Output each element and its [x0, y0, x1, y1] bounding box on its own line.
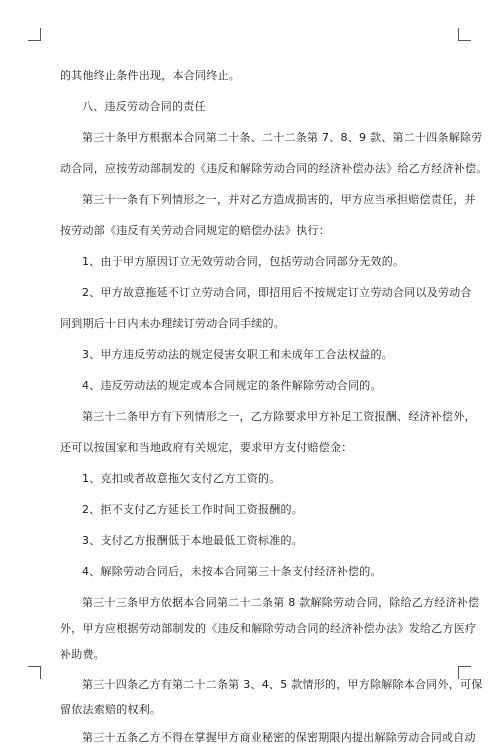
text-line-5: 第三十一条有下列情形之一，并对乙方造成损害的，甲方应当承担赔偿责任，并	[82, 193, 476, 206]
text-line-15: 2、拒不支付乙方延长工作时间工资报酬的。	[82, 503, 303, 516]
text-line-4: 动合同，应按劳动部制发的《违反和解除劳动合同的经济补偿办法》给乙方经济补偿。	[60, 162, 488, 175]
text-line-11: 4、违反劳动法的规定或本合同规定的条件解除劳动合同的。	[82, 379, 382, 392]
crop-mark-bottom-right-h	[458, 666, 471, 667]
text-line-8: 2、甲方故意拖延不订立劳动合同，即招用后不按规定订立劳动合同以及劳动合	[82, 286, 472, 299]
text-line-14: 1、克扣或者故意拖欠支付乙方工资的。	[82, 472, 281, 485]
text-line-13: 还可以按国家和当地政府有关规定，要求甲方支付赔偿金：	[60, 441, 353, 454]
text-line-18: 第三十三条甲方依据本合同第二十二条第 8 款解除劳动合同，除给乙方经济补偿	[82, 596, 480, 609]
crop-mark-bottom-left-v	[40, 666, 41, 679]
text-line-6: 按劳动部《违反有关劳动合同规定的赔偿办法》执行：	[60, 224, 330, 237]
text-line-10: 3、甲方违反劳动法的规定侵害女职工和未成年工合法权益的。	[82, 348, 393, 361]
text-line-9: 同到期后十日内未办理续订劳动合同手续的。	[60, 317, 285, 330]
text-line-22: 留依法索赔的权利。	[60, 703, 162, 716]
crop-mark-top-right-v	[458, 28, 459, 41]
text-line-19: 外，甲方应根据劳动部制发的《违反和解除劳动合同的经济补偿办法》发给乙方医疗	[60, 622, 477, 635]
text-line-12: 第三十二条甲方有下列情形之一，乙方除要求甲方补足工资报酬、经济补偿外，	[82, 410, 476, 423]
text-line-17: 4、解除劳动合同后，未按本合同第三十条支付经济补偿的。	[82, 565, 382, 578]
section-heading-8: 八、违反劳动合同的责任	[82, 100, 206, 113]
crop-mark-top-right-h	[458, 40, 471, 41]
text-line-7: 1、由于甲方原因订立无效劳动合同，包括劳动合同部分无效的。	[82, 255, 405, 268]
text-line-23: 第三十五条乙方不得在掌握甲方商业秘密的保密期限内提出解除劳动合同或自动	[82, 731, 476, 744]
text-line-1: 的其他终止条件出现，本合同终止。	[60, 69, 240, 82]
crop-mark-top-left-v	[40, 28, 41, 41]
text-line-20: 补助费。	[60, 648, 105, 661]
text-line-3: 第三十条甲方根据本合同第二十条、二十二条第 7、8、9 款、第二十四条解除劳	[82, 131, 483, 144]
text-line-16: 3、支付乙方报酬低于本地最低工资标准的。	[82, 534, 303, 547]
text-line-21: 第三十四条乙方有第二十二条第 3、4、5 款情形的，甲方除解除本合同外，可保	[82, 678, 483, 691]
